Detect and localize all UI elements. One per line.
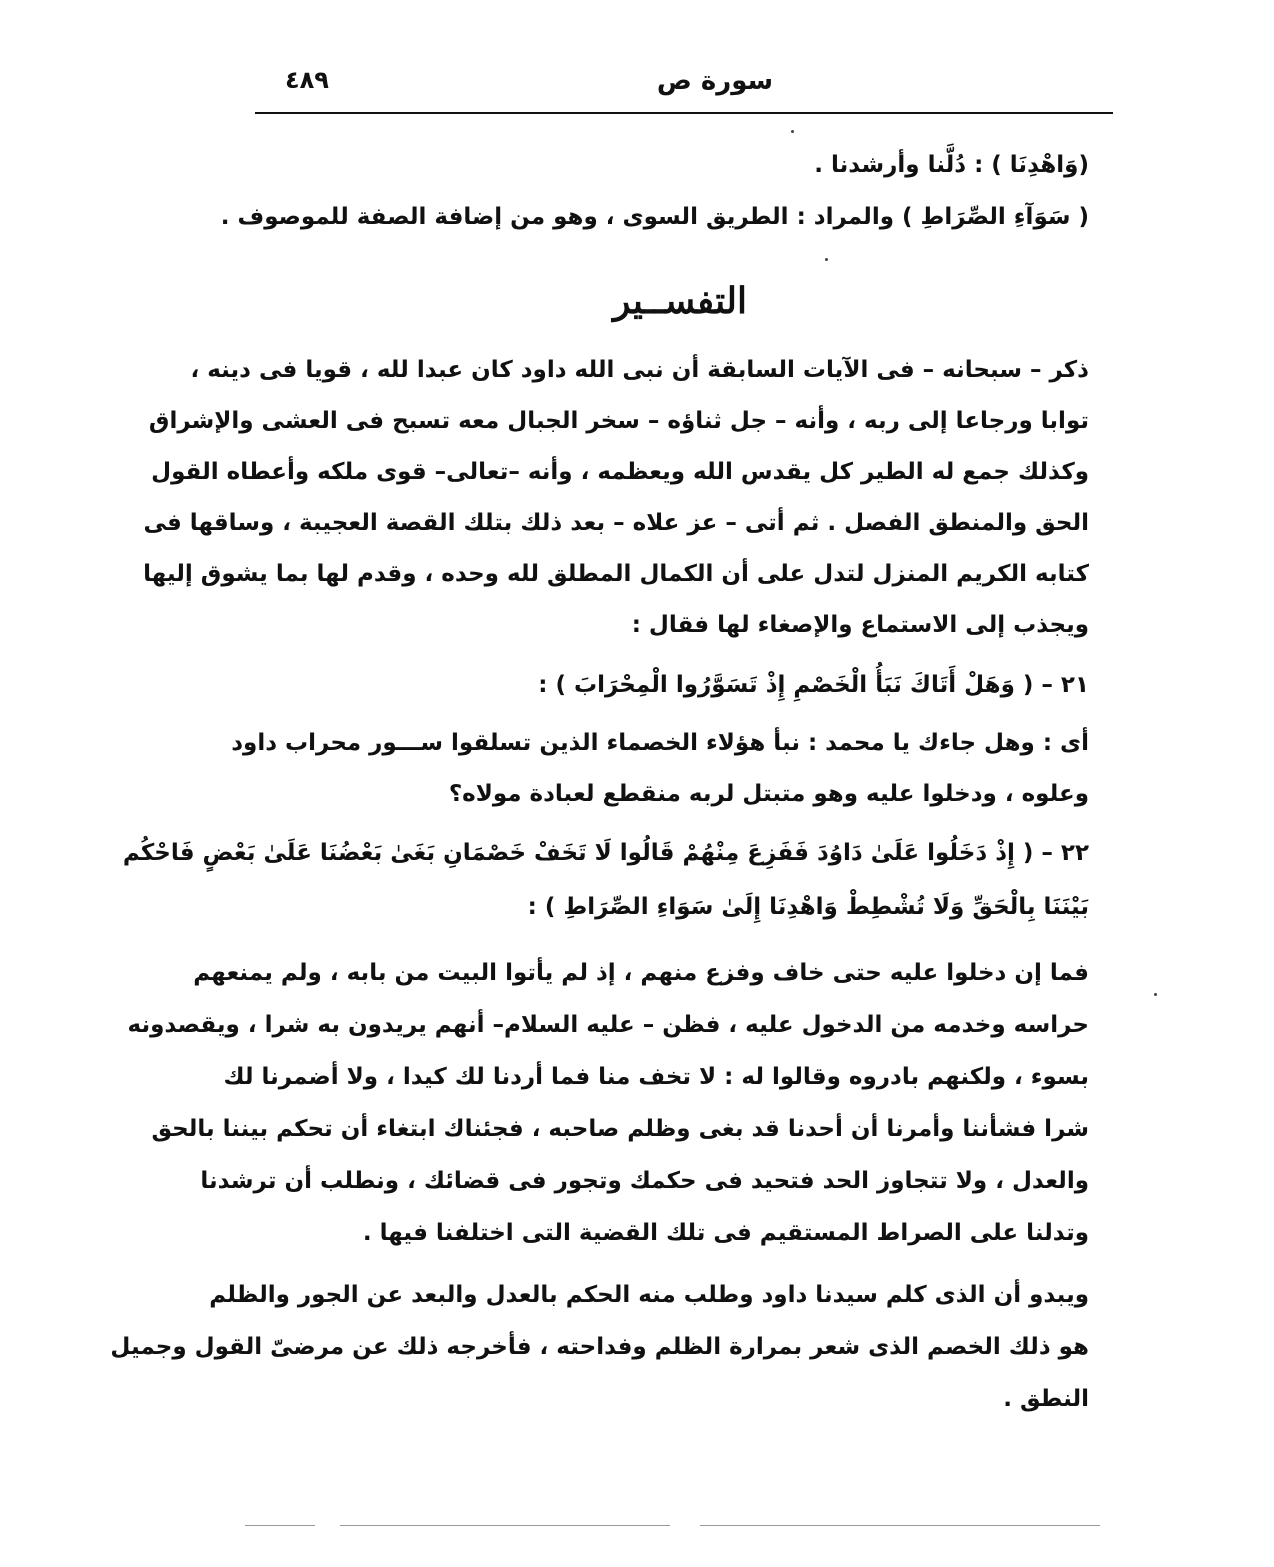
text-line: ويبدو أن الذى كلم سيدنا داود وطلب منه الحكم بالعدل والبعد عن الجور والظلم [209, 1282, 1089, 1308]
text-line: فما إن دخلوا عليه حتى خاف وفزع منهم ، إذ لم يأتوا البيت من بابه ، ولم يمنعهم [193, 960, 1089, 986]
scan-line [245, 1525, 315, 1526]
text-line: توابا ورجاعا إلى ربه ، وأنه – جل ثناؤه – سخر الجبال معه تسبح فى العشى والإشراق [148, 408, 1089, 434]
text-line: الحق والمنطق الفصل . ثم أتى – عز علاه – بعد ذلك بتلك القصة العجيبة ، وساقها فى [143, 510, 1089, 536]
text-line: أى : وهل جاءك يا محمد : نبأ هؤلاء الخصماء الذين تسلقوا ســـور محراب داود [231, 730, 1089, 756]
scan-line [700, 1525, 1100, 1526]
text-line: وكذلك جمع له الطير كل يقدس الله ويعظمه ، وأنه –تعالى– قوى ملكه وأعطاه القول [151, 459, 1089, 485]
glossary-line: (وَاهْدِنَا ) : دُلَّنا وأرشدنا . [814, 152, 1089, 178]
running-title: سورة ص [656, 66, 774, 96]
page-header [255, 66, 1111, 110]
text-line: حراسه وخدمه من الدخول عليه ، فظن – عليه السلام– أنهم يريدون به شرا ، ويقصدونه [127, 1012, 1089, 1038]
scan-line [340, 1525, 670, 1526]
header-rule [255, 112, 1113, 114]
scan-footer-lines [230, 1525, 1130, 1529]
text-line: وعلوه ، ودخلوا عليه وهو متبتل لربه منقطع لعبادة مولاه؟ [448, 781, 1089, 807]
text-line: ذكر – سبحانه – فى الآيات السابقة أن نبى الله داود كان عبدا لله ، قويا فى دينه ، [190, 357, 1089, 383]
page-number: ٤٨٩ [285, 66, 329, 94]
verse-line: ٢٢ – ( إِذْ دَخَلُوا عَلَىٰ دَاوُدَ فَفَزِعَ مِنْهُمْ قَالُوا لَا تَخَفْ خَصْمَانِ بَغَىٰ بَعْضُنَا عَلَىٰ بَعْضٍ فَاحْكُم [122, 840, 1089, 866]
scan-speck [1154, 993, 1157, 996]
glossary-line: ( سَوَآءِ الصِّرَاطِ ) والمراد : الطريق السوى ، وهو من إضافة الصفة للموصوف . [220, 204, 1089, 230]
section-heading: التفســير [613, 280, 747, 322]
text-line: ويجذب إلى الاستماع والإصغاء لها فقال : [631, 612, 1089, 638]
text-line: بسوء ، ولكنهم بادروه وقالوا له : لا تخف منا فما أردنا لك كيدا ، ولا أضمرنا لك [223, 1064, 1089, 1090]
text-line: وتدلنا على الصراط المستقيم فى تلك القضية التى اختلفنا فيها . [362, 1220, 1089, 1246]
text-line: هو ذلك الخصم الذى شعر بمرارة الظلم وفداحته ، فأخرجه ذلك عن مرضىّ القول وجميل [110, 1334, 1089, 1360]
scan-speck [791, 130, 794, 133]
verse-line: بَيْنَنَا بِالْحَقِّ وَلَا تُشْطِطْ وَاهْدِنَا إِلَىٰ سَوَاءِ الصِّرَاطِ ) : [527, 894, 1089, 920]
text-line: كتابه الكريم المنزل لتدل على أن الكمال المطلق لله وحده ، وقدم لها بما يشوق إليها [143, 561, 1089, 587]
text-line: شرا فشأننا وأمرنا أن أحدنا قد بغى وظلم صاحبه ، فجئناك ابتغاء أن تحكم بيننا بالحق [151, 1116, 1089, 1142]
verse-line: ٢١ – ( وَهَلْ أَتَاكَ نَبَأُ الْخَصْمِ إِذْ تَسَوَّرُوا الْمِحْرَابَ ) : [538, 672, 1089, 698]
text-line: والعدل ، ولا تتجاوز الحد فتحيد فى حكمك وتجور فى قضائك ، ونطلب أن ترشدنا [200, 1168, 1089, 1194]
scan-speck [825, 258, 828, 261]
text-line: النطق . [1003, 1386, 1089, 1412]
